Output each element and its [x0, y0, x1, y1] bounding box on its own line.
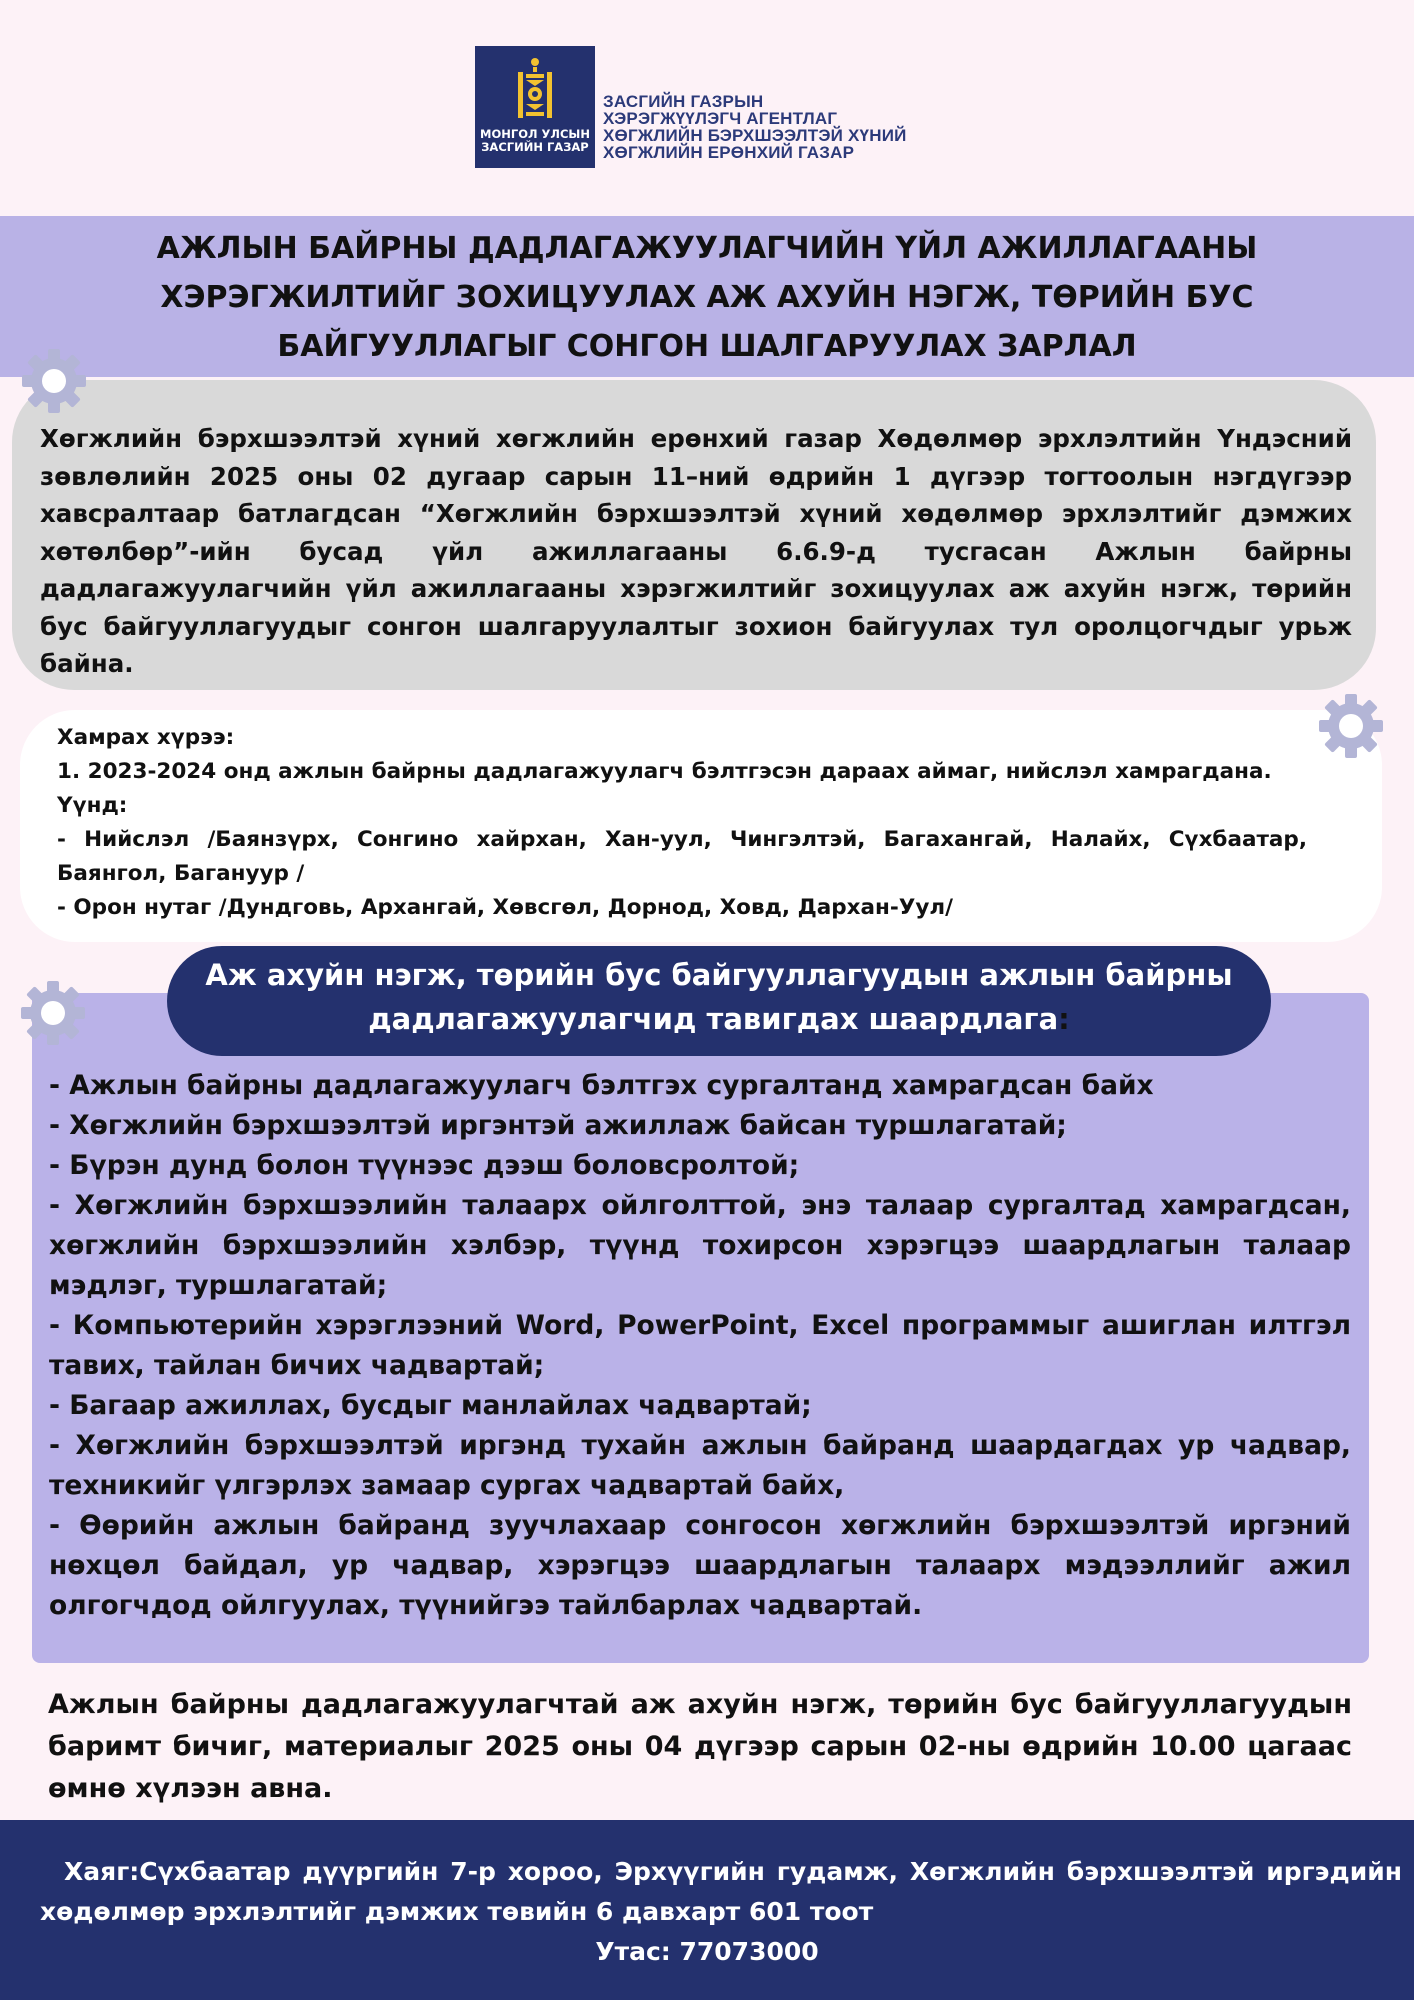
intro-paragraph: Хөгжлийн бэрхшээлтэй хүний хөгжлийн ерөнхий газар Хөдөлмөр эрхлэлтийн Үндэсний зөвлөлийн 2025 оны 02 дугаар сарын 11–ний өдрийн 1 дүгээр тогтоолын нэгдүгээр хавсралтаар батлагдсан “Хөгжлийн бэрхшээлтэй хүний хөдөлмөр эрхлэлтийг дэмжих хөтөлбөр”-ийн бусад үйл ажиллагааны 6.6.9-д тусгасан Ажлын байрны дадлагажуулагчийн үйл ажиллагааны хэрэгжилтийг зохицуулах аж ахуйн нэгж, төрийн бус байгууллагуудыг сонгон шалгаруулалтыг зохион байгуулах тул оролцогчдыг урьж байна. [40, 424, 1352, 678]
list-item: - Хөгжлийн бэрхшээлтэй иргэнд тухайн ажлын байранд шаардагдах ур чадвар, техникийг үлгэрлэх замаар сургах чадвартай байх, [49, 1430, 1351, 1501]
requirements-list [49, 1066, 1351, 1626]
logo-text-line1: МОНГОЛ УЛСЫН [480, 127, 590, 141]
agency-name [603, 93, 907, 161]
coverage-line: Үүнд: [57, 793, 128, 818]
list-item: - Хөгжлийн бэрхшээлтэй иргэнтэй ажиллаж байсан туршлагатай; [49, 1110, 1067, 1141]
coverage-section [57, 721, 1307, 925]
requirements-heading [190, 953, 1248, 1041]
requirements-heading-text: Аж ахуйн нэгж, төрийн бус байгууллагуудын ажлын байрны дадлагажуулагчид тавигдах шаардлага [205, 958, 1233, 1036]
soyombo-emblem-icon [515, 56, 555, 124]
agency-line: ХЭРЭГЖҮҮЛЭГЧ АГЕНТЛАГ [603, 109, 838, 128]
list-item: - Ажлын байрны дадлагажуулагч бэлтгэх сургалтанд хамрагдсан байх [49, 1070, 1154, 1101]
list-item: - Бүрэн дунд болон түүнээс дээш боловсролтой; [49, 1150, 800, 1181]
footer-phone: Утас: 77073000 [595, 1937, 819, 1966]
list-item: - Багаар ажиллах, бусдыг манлайлах чадвартай; [49, 1390, 812, 1421]
agency-line: ХӨГЖЛИЙН ЕРӨНХИЙ ГАЗАР [603, 143, 855, 162]
footer-address: Хаяг:Сүхбаатар дүүргийн 7-р хороо, Эрхүүгийн гудамж, Хөгжлийн бэрхшээлтэй иргэдийн хөдөлмөр эрхлэлтийг дэмжих төвийн 6 давхарт 601 тоот [40, 1857, 1402, 1926]
logo-text-line2: ЗАСГИЙН ГАЗАР [481, 140, 589, 154]
requirements-heading-colon: : [1058, 1002, 1070, 1036]
government-logo [475, 46, 595, 168]
coverage-label: Хамрах хүрээ: [57, 725, 235, 750]
coverage-line: - Нийслэл /Баянзүрх, Сонгино хайрхан, Хан-уул, Чингэлтэй, Багахангай, Налайх, Сүхбаатар, Баянгол, Багануур / [57, 827, 1307, 886]
list-item: - Компьютерийн хэрэглээний Word, PowerPoint, Excel программыг ашиглан илтгэл тавих, тайлан бичих чадвартай; [49, 1310, 1351, 1381]
coverage-line: 1. 2023-2024 онд ажлын байрны дадлагажуулагч бэлтгэсэн дараах аймаг, нийслэл хамрагдана. [57, 759, 1272, 784]
coverage-line: - Орон нутаг /Дундговь, Архангай, Хөвсгөл, Дорнод, Ховд, Дархан-Уул/ [57, 895, 953, 920]
agency-line: ЗАСГИЙН ГАЗРЫН [603, 92, 764, 111]
page-title: АЖЛЫН БАЙРНЫ ДАДЛАГАЖУУЛАГЧИЙН ҮЙЛ АЖИЛЛАГААНЫ ХЭРЭГЖИЛТИЙГ ЗОХИЦУУЛАХ АЖ АХУЙН НЭГЖ, ТӨРИЙН БУС БАЙГУУЛЛАГЫГ СОНГОН ШАЛГАРУУЛАХ ЗАРЛАЛ [156, 231, 1258, 364]
agency-line: ХӨГЖЛИЙН БЭРХШЭЭЛТЭЙ ХҮНИЙ [603, 126, 907, 145]
list-item: - Хөгжлийн бэрхшээлийн талаарх ойлголттой, энэ талаар сургалтад хамрагдсан, хөгжлийн бэрхшээлийн хэлбэр, түүнд тохирсон хэрэгцээ шаардлагын талаар мэдлэг, туршлагатай; [49, 1190, 1351, 1301]
list-item: - Өөрийн ажлын байранд зуучлахаар сонгосон хөгжлийн бэрхшээлтэй иргэний нөхцөл байдал, ур чадвар, хэрэгцээ шаардлагын талаарх мэдээллийг ажил олгогчдод ойлгуулах, түүнийгээ тайлбарлах чадвартай. [49, 1510, 1351, 1621]
gear-icon [1318, 693, 1384, 759]
gear-icon [20, 980, 86, 1046]
deadline-notice: Ажлын байрны дадлагажуулагчтай аж ахуйн нэгж, төрийн бус байгууллагуудын баримт бичиг, материалыг 2025 оны 04 дүгээр сарын 02-ны өдрийн 10.00 цагаас өмнө хүлээн авна. [48, 1689, 1352, 1804]
gear-icon [21, 348, 87, 414]
